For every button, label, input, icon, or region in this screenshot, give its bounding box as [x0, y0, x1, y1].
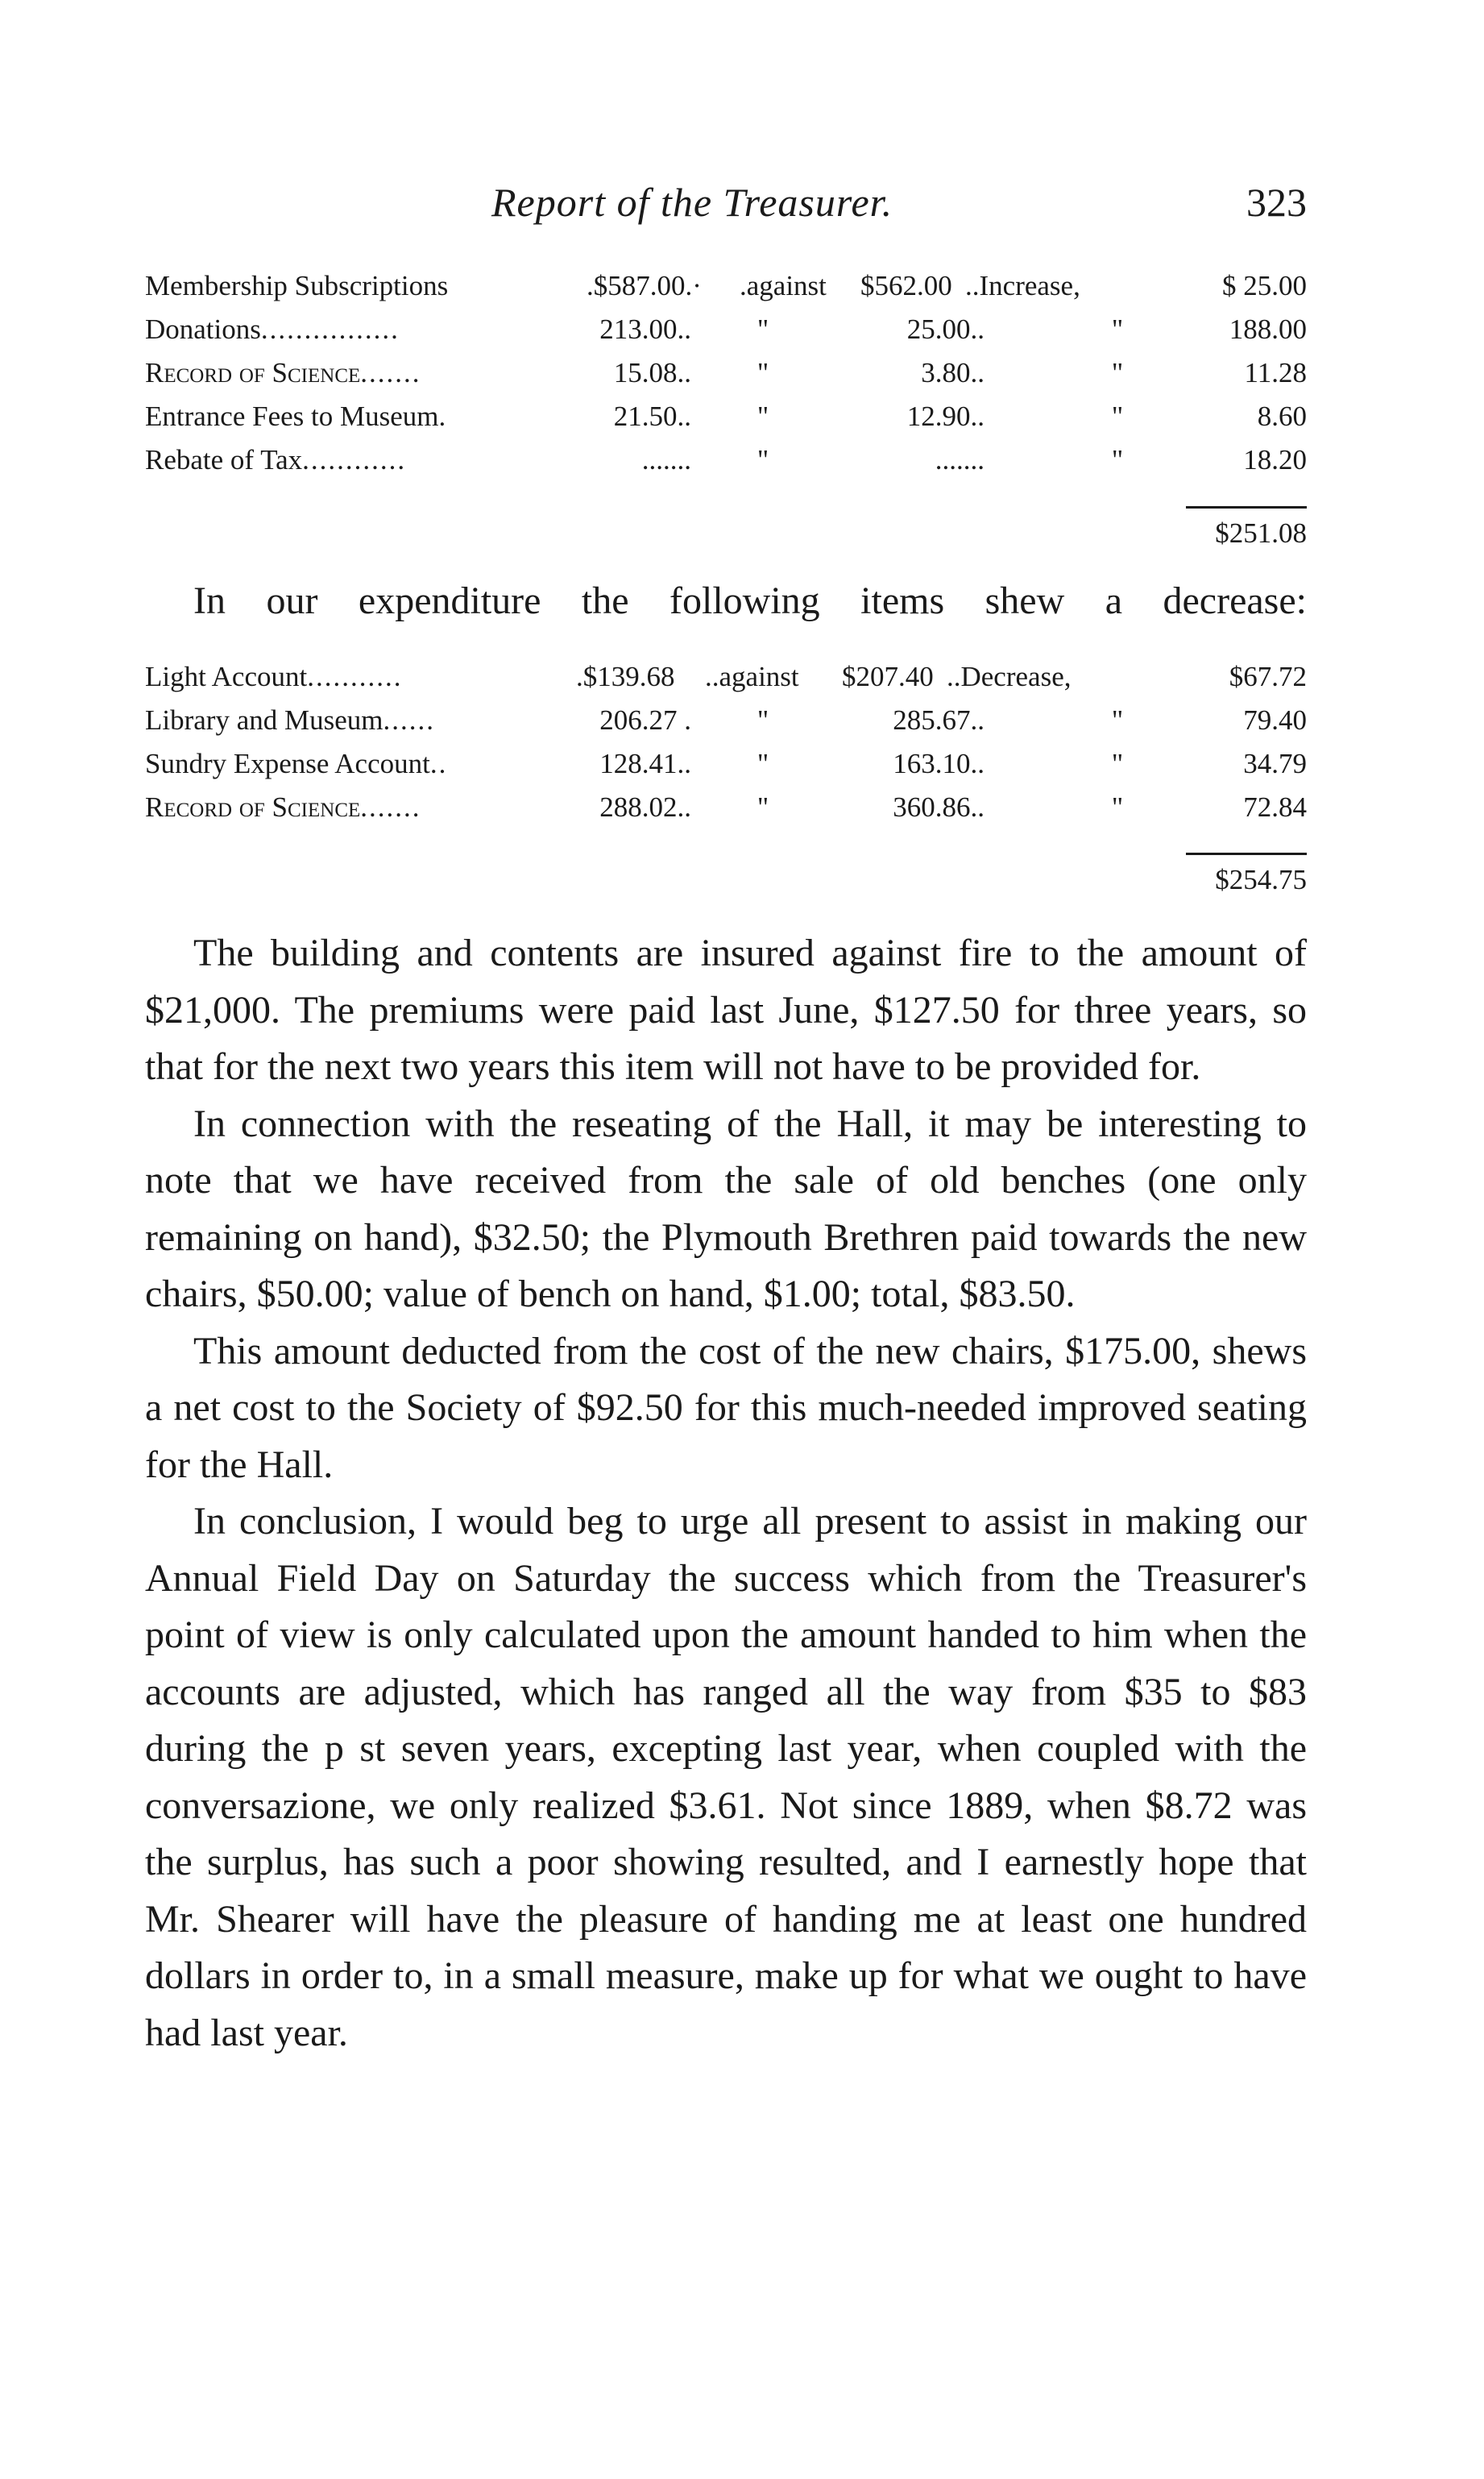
row-value: $67.72 — [1229, 661, 1307, 692]
row-against-amount: ....... — [935, 444, 984, 475]
row-kind: " — [1111, 444, 1124, 475]
table-row — [145, 314, 1307, 357]
row-against-word: " — [757, 314, 769, 345]
row-value: 8.60 — [1257, 401, 1307, 432]
row-against-amount: 360.86.. — [893, 791, 984, 823]
decrease-intro: In our expenditure the following items shew a decrease: — [193, 579, 1307, 622]
table-row — [145, 357, 1307, 401]
row-against-word: ..against — [705, 661, 799, 692]
row-against-amount: 163.10.. — [893, 748, 984, 779]
row-label: Membership Subscriptions — [145, 270, 449, 301]
total-rule — [1186, 853, 1307, 855]
page-number: 323 — [1246, 180, 1307, 225]
row-value: $ 25.00 — [1222, 270, 1307, 301]
body-text — [145, 925, 1307, 2062]
row-against-amount: 12.90.. — [906, 401, 984, 432]
row-amount: 21.50.. — [613, 401, 691, 432]
row-amount: 213.00.. — [599, 314, 691, 345]
row-amount: 288.02.. — [599, 791, 691, 823]
row-against-word: " — [757, 791, 769, 823]
row-kind: " — [1111, 357, 1124, 388]
row-value: 11.28 — [1244, 357, 1307, 388]
row-kind: " — [1111, 791, 1124, 823]
row-value: 72.84 — [1243, 791, 1307, 823]
row-label: Entrance Fees to Museum. — [145, 401, 448, 432]
row-label: Light Account........... — [145, 661, 403, 692]
table-row — [145, 444, 1307, 488]
row-against-word: .against — [740, 270, 827, 301]
total-rule — [1186, 506, 1307, 509]
page — [145, 0, 1307, 2479]
table-row — [145, 270, 1307, 314]
table-row — [145, 401, 1307, 444]
row-against-word: " — [757, 401, 769, 432]
table-row — [145, 791, 1307, 835]
row-amount: 128.41.. — [599, 748, 691, 779]
table-row — [145, 704, 1307, 748]
row-against-word: " — [757, 704, 769, 736]
row-label: Rebate of Tax............ — [145, 444, 407, 475]
row-label: Donations................ — [145, 314, 400, 345]
row-amount: 15.08.. — [613, 357, 691, 388]
row-against-amount: $207.40 — [842, 661, 934, 692]
table-row — [145, 748, 1307, 791]
row-against-amount: 285.67.. — [893, 704, 984, 736]
row-against-word: " — [757, 748, 769, 779]
row-amount: .$587.00.· — [587, 270, 702, 301]
increase-total: $251.08 — [1215, 517, 1307, 549]
row-kind: ..Increase, — [965, 270, 1080, 301]
row-amount: 206.27 . — [599, 704, 691, 736]
row-value: 34.79 — [1243, 748, 1307, 779]
row-label: Record of Science....... — [145, 357, 421, 388]
row-label: Record of Science....... — [145, 791, 421, 823]
increase-table — [145, 270, 1307, 488]
row-against-amount: 3.80.. — [921, 357, 984, 388]
row-label: Sundry Expense Account.. — [145, 748, 448, 779]
row-against-word: " — [757, 357, 769, 388]
row-kind: " — [1111, 704, 1124, 736]
row-kind: " — [1111, 401, 1124, 432]
row-amount: .$139.68 — [576, 661, 675, 692]
decrease-total: $254.75 — [1215, 864, 1307, 895]
row-label: Library and Museum...... — [145, 704, 435, 736]
row-amount: ....... — [641, 444, 691, 475]
running-head: Report of the Treasurer. — [491, 180, 893, 225]
row-against-amount: $562.00 — [860, 270, 952, 301]
row-against-amount: 25.00.. — [906, 314, 984, 345]
row-kind: " — [1111, 748, 1124, 779]
row-against-word: " — [757, 444, 769, 475]
row-value: 18.20 — [1243, 444, 1307, 475]
table-row — [145, 661, 1307, 704]
paragraph: This amount deducted from the cost of the new chairs, $175.00, shews a net cost to the Society of $92.50 for this much-needed improved seating for the Hall. — [145, 1329, 1307, 1486]
page-header — [145, 179, 1307, 227]
paragraph: In conclusion, I would beg to urge all present to assist in making our Annual Field Day on Saturday the success which from the Treasurer's point of view is only calculated upon the amount handed to him when the accounts are adjusted, which has ranged all the way from $35 to $83 during the p st seven years, excepting last year, when coupled with the conversazione, we only realized $3.61. Not since 1889, when $8.72 was the surplus, has such a poor showing resulted, and I earnestly hope that Mr. Shearer will have the pleasure of handing me at least one hundred dollars in order to, in a small measure, make up for what we ought to have had last year. — [145, 1500, 1307, 2054]
paragraph: In connection with the reseating of the Hall, it may be interesting to note that we have received from the sale of old benches (one only remaining on hand), $32.50; the Plymouth Brethren paid towards the new chairs, $50.00; value of bench on hand, $1.00; total, $83.50. — [145, 1102, 1307, 1315]
row-value: 188.00 — [1229, 314, 1307, 345]
decrease-table — [145, 661, 1307, 835]
row-kind: ..Decrease, — [947, 661, 1072, 692]
paragraph: The building and contents are insured against fire to the amount of $21,000. The premiums were paid last June, $127.50 for three years, so that for the next two years this item will not have to be provided for. — [145, 932, 1307, 1088]
row-kind: " — [1111, 314, 1124, 345]
row-value: 79.40 — [1243, 704, 1307, 736]
